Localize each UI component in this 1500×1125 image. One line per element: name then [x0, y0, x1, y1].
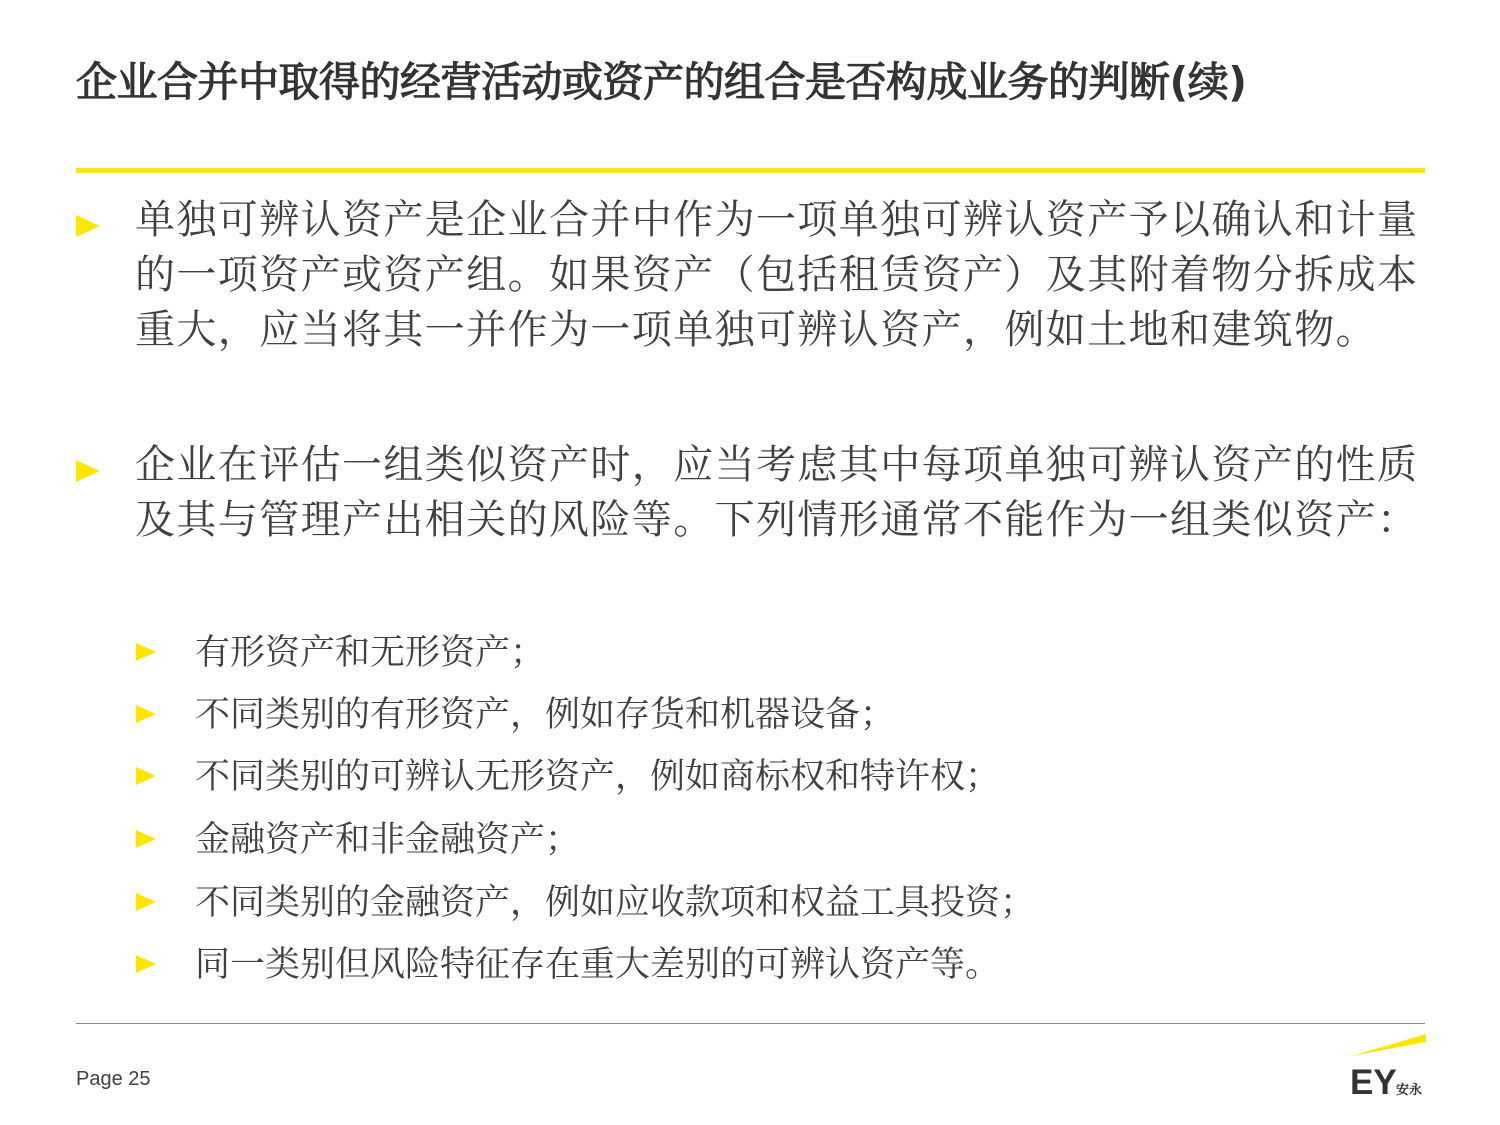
sub-bullet-item [136, 940, 1426, 990]
sub-bullet-text: 金融资产和非金融资产； [195, 820, 581, 860]
bullet-text: 企业在评估一组类似资产时，应当考虑其中每项单独可辨认资产的性质及其与管理产出相关的风险等。下列情形通常不能作为一组类似资产： [135, 442, 1419, 543]
footer-divider [76, 1023, 1425, 1024]
bullet-text: 单独可辨认资产是企业合并中作为一项单独可辨认资产予以确认和计量的一项资产或资产组。如果资产（包括租赁资产）及其附着物分拆成本重大，应当将其一并作为一项单独可辨认资产，例如土地和建筑物。 [135, 197, 1419, 353]
bullet-triangle-icon [76, 215, 100, 237]
slide-title: 企业合并中取得的经营活动或资产的组合是否构成业务的判断(续) [76, 58, 1247, 106]
logo-chinese-text: 安永 [1396, 1083, 1423, 1098]
page-number: Page 25 [76, 1068, 151, 1090]
sub-bullet-triangle-icon [136, 643, 156, 661]
sub-bullet-triangle-icon [136, 893, 156, 911]
sub-bullet-text: 有形资产和无形资产； [195, 633, 546, 673]
sub-bullet-item [136, 628, 1426, 678]
sub-bullet-text: 不同类别的金融资产，例如应收款项和权益工具投资； [195, 883, 1036, 923]
bullet-triangle-icon [76, 460, 100, 482]
sub-bullet-triangle-icon [136, 830, 156, 848]
sub-bullet-triangle-icon [136, 955, 156, 973]
sub-bullet-text: 不同类别的有形资产，例如存货和机器设备； [195, 695, 896, 735]
sub-bullet-item [136, 690, 1426, 740]
sub-bullet-text: 同一类别但风险特征存在重大差别的可辨认资产等。 [195, 945, 1001, 985]
bullet-item [76, 438, 1426, 548]
ey-logo-icon [1346, 1030, 1430, 1100]
sub-bullet-item [136, 815, 1426, 865]
sub-bullet-triangle-icon [136, 705, 156, 723]
sub-bullet-item [136, 878, 1426, 928]
logo-wordmark: EY [1350, 1063, 1397, 1100]
bullet-item [76, 193, 1426, 358]
sub-bullet-triangle-icon [136, 767, 156, 785]
sub-bullet-text: 不同类别的可辨认无形资产，例如商标权和特许权； [195, 757, 1001, 797]
title-divider [76, 168, 1425, 173]
logo-beam-icon [1352, 1034, 1426, 1056]
sub-bullet-item [136, 752, 1426, 802]
